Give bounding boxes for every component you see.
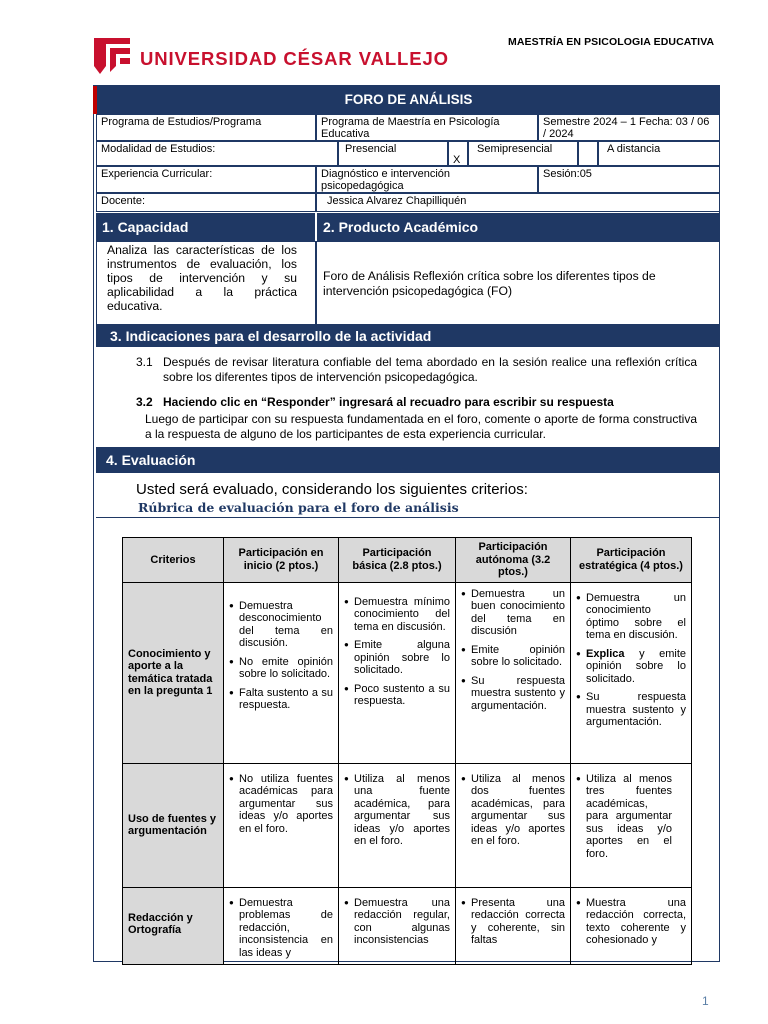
semipresencial-checkbox <box>578 141 598 166</box>
indicacion-3-2-number: 3.2 <box>136 395 153 409</box>
header-autonoma: Participación autónoma (3.2 ptos.) <box>456 538 571 583</box>
list-item: ● Presenta una redacción correcta y coherente, sin faltas <box>461 897 565 947</box>
docente-value: Jessica Alvarez Chapilliquén <box>316 193 720 212</box>
docente-label: Docente: <box>96 193 316 212</box>
programa-label: Programa de Estudios/Programa <box>96 114 316 141</box>
header-basica: Participación básica (2.8 ptos.) <box>339 538 456 583</box>
presencial-checkbox: X <box>448 141 468 166</box>
producto-text: Foro de Análisis Reflexión crítica sobre los diferentes tipos de intervención psicopedagógica (FO) <box>316 241 720 325</box>
list-item: ● Utiliza al menos dos fuentes académicas, para argumentar sus ideas y/o aportes en el foro. <box>461 773 565 848</box>
rubric-table <box>122 537 692 965</box>
list-item <box>576 648 686 686</box>
table-row <box>123 582 692 763</box>
program-header: MAESTRÍA EN PSICOLOGIA EDUCATIVA <box>508 36 715 48</box>
list-item: ● Demuestra una redacción regular, con algunas inconsistencias <box>344 897 450 947</box>
evaluacion-intro: Usted será evaluado, considerando los siguientes criterios: <box>136 481 528 498</box>
explica-bold: Explica <box>586 647 625 660</box>
list-item: ● Utiliza al menos una fuente académica, para argumentar sus ideas y/o aportes en el foro. <box>344 773 450 848</box>
explica-rest: y emite opinión sobre lo solicitado. <box>586 647 686 685</box>
capacidad-header: 1. Capacidad <box>96 213 315 241</box>
table-row <box>123 763 692 887</box>
list-item: ● Demuestra un buen conocimiento del tema en discusión <box>461 588 565 638</box>
cell-estrategica <box>571 887 692 965</box>
list-item: ● Demuestra desconocimiento del tema en discusión. <box>229 600 333 650</box>
list-item: ● Su respuesta muestra sustento y argumentación. <box>461 675 565 713</box>
page-number: 1 <box>702 994 709 1008</box>
semestre-fecha: Semestre 2024 – 1 Fecha: 03 / 06 / 2024 <box>538 114 720 141</box>
university-name: UNIVERSIDAD CÉSAR VALLEJO <box>140 48 449 69</box>
list-item: ● Poco sustento a su respuesta. <box>344 683 450 708</box>
list-item: ● Demuestra un conocimiento óptimo sobre el tema en discusión. <box>576 592 686 642</box>
indicacion-3-1-text: Después de revisar literatura confiable del tema abordado en la sesión realice una reflexión crítica sobre los diferentes tipos de intervención psicopedagógica. <box>163 355 697 384</box>
producto-header: 2. Producto Académico <box>317 213 720 241</box>
table-row <box>123 887 692 965</box>
criterio-fuentes: Uso de fuentes y argumentación <box>123 763 224 887</box>
a-distancia-label: A distancia <box>598 141 720 166</box>
indicacion-3-1-number: 3.1 <box>136 355 153 369</box>
list-item: ● Emite opinión sobre lo solicitado. <box>461 644 565 669</box>
indicacion-3-2-text: Luego de participar con su respuesta fundamentada en el foro, comente o aporte de forma constructiva a la respuesta de alguno de los participantes de esta experiencia curricular. <box>145 412 697 441</box>
cell-estrategica <box>571 763 692 887</box>
programa-value: Programa de Maestría en Psicología Educativa <box>316 114 538 141</box>
presencial-option <box>338 141 448 166</box>
modalidad-label: Modalidad de Estudios: <box>96 141 338 166</box>
list-item: ● Su respuesta muestra sustento y argumentación. <box>576 691 686 729</box>
header-estrategica: Participación estratégica (4 ptos.) <box>571 538 692 583</box>
cell-basica <box>339 582 456 763</box>
cell-autonoma <box>456 763 571 887</box>
list-item: ● Utiliza al menos tres fuentes académicas, para argumentar sus ideas y/o aportes en el foro. <box>576 773 672 861</box>
list-item: ● Demuestra problemas de redacción, inconsistencia en las ideas y <box>229 897 333 960</box>
evaluacion-header: 4. Evaluación <box>96 447 720 473</box>
list-item: ● No emite opinión sobre lo solicitado. <box>229 656 333 681</box>
cell-autonoma <box>456 887 571 965</box>
criterio-redaccion: Redacción y Ortografía <box>123 887 224 965</box>
cell-autonoma <box>456 582 571 763</box>
indicaciones-header: 3. Indicaciones para el desarrollo de la actividad <box>96 325 720 347</box>
semipresencial-label: Semipresencial <box>468 141 578 166</box>
capacidad-text: Analiza las características de los instrumentos de evaluación, los tipos de intervención y su aplicabilidad a la práctica educativa. <box>96 241 316 325</box>
list-item: ● Emite alguna opinión sobre lo solicitado. <box>344 639 450 677</box>
sesion: Sesión:05 <box>538 166 720 193</box>
list-item: ● No utiliza fuentes académicas para argumentar sus ideas y/o aportes en el foro. <box>229 773 333 836</box>
presencial-label: Presencial <box>345 143 397 155</box>
rubrica-title: Rúbrica de evaluación para el foro de análisis <box>138 500 459 515</box>
criterio-conocimiento: Conocimiento y aporte a la temática tratada en la pregunta 1 <box>123 582 224 763</box>
header-criterios: Criterios <box>123 538 224 583</box>
experiencia-label: Experiencia Curricular: <box>96 166 316 193</box>
indicacion-3-2-bold: Haciendo clic en “Responder” ingresará al recuadro para escribir su respuesta <box>163 395 614 409</box>
cell-inicio <box>224 887 339 965</box>
list-item: ● Falta sustento a su respuesta. <box>229 687 333 712</box>
cell-inicio <box>224 582 339 763</box>
experiencia-value: Diagnóstico e intervención psicopedagógica <box>316 166 538 193</box>
cell-basica <box>339 887 456 965</box>
cell-basica <box>339 763 456 887</box>
list-item: ● Muestra una redacción correcta, texto coherente y cohesionado y <box>576 897 686 947</box>
ucv-logo <box>92 36 132 76</box>
cell-estrategica <box>571 582 692 763</box>
header-inicio: Participación en inicio (2 ptos.) <box>224 538 339 583</box>
rubric-header-row <box>123 538 692 583</box>
form-title: FORO DE ANÁLISIS <box>93 86 720 114</box>
list-item: ● Demuestra mínimo conocimiento del tema en discusión. <box>344 596 450 634</box>
cell-inicio <box>224 763 339 887</box>
rubrica-underline <box>96 517 720 518</box>
